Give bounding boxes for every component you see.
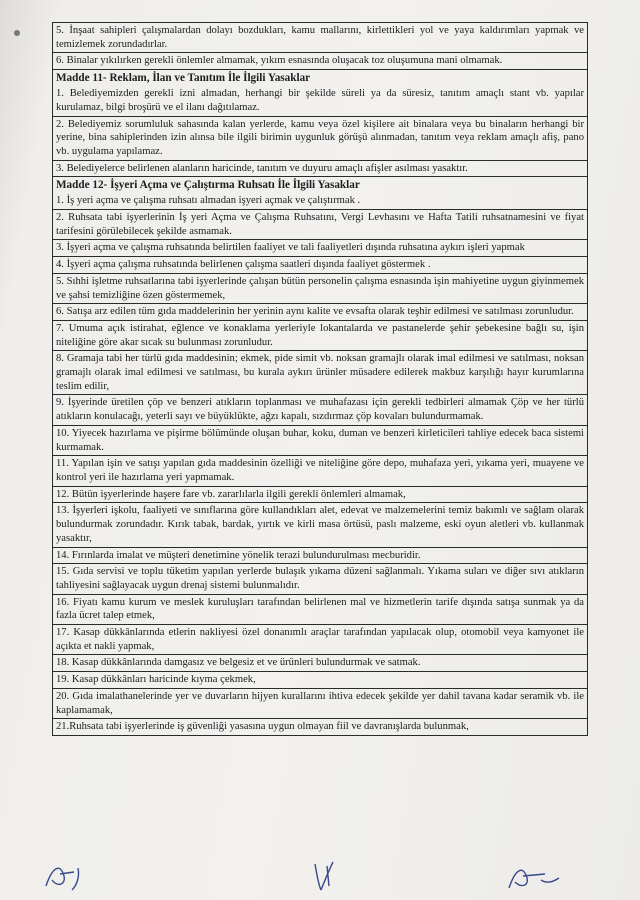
signature-left <box>40 858 100 894</box>
regulation-item: 12. Bütün işyerlerinde haşere fare vb. zararlılarla ilgili gerekli önlemleri almamak, <box>53 487 587 504</box>
regulation-item: 18. Kasap dükkânlarında damgasız ve belgesiz et ve ürünleri bulundurmak ve satmak. <box>53 655 587 672</box>
regulation-item: 16. Fiyatı kamu kurum ve meslek kuruluşları tarafından belirlenen mal ve hizmetlerin tarife dışında satışa sunmak ya da fazla ücret talep etmek, <box>53 595 587 625</box>
regulation-item: 2. Ruhsata tabi işyerlerinin İş yeri Açma ve Çalışma Ruhsatını, Vergi Levhasını ve Hafta Tatili ruhsatnamesini ve fiyat tarifesini görülebilecek şekilde asmamak. <box>53 210 587 240</box>
regulation-item: 3. İşyeri açma ve çalışma ruhsatında belirtilen faaliyet ve tali faaliyetleri dışında ruhsatına aykırı işleri yapmak <box>53 240 587 257</box>
regulation-item: 7. Umuma açık istirahat, eğlence ve konaklama yerleriyle lokantalarda ve pastanelerde şehir şebekesine bağlı su, işin niteliğine göre akar sıcak su bulunması zorunludur. <box>53 321 587 351</box>
regulation-item: 15. Gıda servisi ve toplu tüketim yapılan yerlerde bulaşık yıkama düzeni sağlanmalı. Yıkama suları ve diğer sıvı atıkların tahliyesini sağlayacak uygun drenaj sistemi bulunmalıdır. <box>53 564 587 594</box>
binder-hole-mark <box>14 30 20 36</box>
article-heading: Madde 11- Reklam, İlan ve Tanıtım İle İlgili Yasaklar <box>56 72 311 85</box>
regulation-item: 17. Kasap dükkânlarında etlerin nakliyesi özel donanımlı araçlar tarafından yapılacak olup, otomobil veya kamyonet ile açıkta et nakli yapmak, <box>53 625 587 655</box>
regulation-item: 1. İş yeri açma ve çalışma ruhsatı almadan işyeri açmak ve çalıştırmak . <box>53 193 587 210</box>
regulation-item: 21.Ruhsata tabi işyerlerinde iş güvenliği yasasına uygun olmayan fiil ve davranışlarda bulunmak, <box>53 719 587 736</box>
regulation-item: 2. Belediyemiz sorumluluk sahasında kalan yerlerde, kamu veya özel kişilere ait binalara veya bu binaların herhangi bir yerine, bina sahiplerinden izin alınsa bile ilgili birimin uygunluk görüşü alınmadan, tanıtım veya reklam amaçlı afiş, pano vb. uygulama yapılamaz. <box>53 117 587 161</box>
regulation-item: 11. Yapılan işin ve satışı yapılan gıda maddesinin özelliği ve niteliğine göre depo, muhafaza yeri, yıkama yeri, muayene ve kontrol yeri ile hazırlama yeri yapmamak. <box>53 456 587 486</box>
regulation-item: 10. Yiyecek hazırlama ve pişirme bölümünde oluşan buhar, koku, duman ve benzeri kirleticileri tahliye edecek baca sistemi kurmamak. <box>53 426 587 456</box>
signature-center <box>305 856 345 896</box>
regulation-item: 19. Kasap dükkânları haricinde kıyma çekmek, <box>53 672 587 689</box>
regulation-item: 9. İşyerinde üretilen çöp ve benzeri atıkların toplanması ve muhafazası için gerekli tedbirleri almamak Çöp ve her türlü atıkların konulacağı, yeterli sayı ve büyüklükte, ağzı kapalı, sızdırmaz çöp kovaları bulundurmamak. <box>53 395 587 425</box>
signature-right <box>505 858 565 894</box>
article-heading: Madde 12- İşyeri Açma ve Çalıştırma Ruhsatı İle İlgili Yasaklar <box>56 179 360 192</box>
regulation-item: 6. Binalar yıkılırken gerekli önlemler almamak, yıkım esnasında oluşacak toz oluşumuna mani olmamak. <box>53 53 587 70</box>
regulation-item: 8. Gramaja tabi her türlü gıda maddesinin; ekmek, pide simit vb. noksan gramajlı olarak imal edilmesi ve satılması, noksan gramajlı olarak imal edilmesi ve satılması, bu kurala aykırı ürünler müsadere edilerek makbuz karşılığı hayır kurumlarına teslim edilir, <box>53 351 587 395</box>
regulation-item: 13. İşyerleri işkolu, faaliyeti ve sınıflarına göre kullandıkları alet, edevat ve malzemelerini temiz bakımlı ve sağlam olarak bulundurmak zorundadır. Kırık tabak, bardak, yırtık ve kirli masa örtüsü, paslı malzeme, eski oyun aletleri vb. kullanmak yasaktır, <box>53 503 587 547</box>
regulation-item: 6. Satışa arz edilen tüm gıda maddelerinin her yerinin aynı kalite ve evsafta olarak teşhir edilmesi ve satılması zorunludur. <box>53 304 587 321</box>
regulation-item: 20. Gıda imalathanelerinde yer ve duvarların hijyen kurallarını ihtiva edecek şekilde yer dahil tavana kadar seramik vb. ile kaplamamak, <box>53 689 587 719</box>
regulation-item: 5. Sıhhi işletme ruhsatlarına tabi işyerlerinde çalışan bütün personelin çalışma esnasında işin mahiyetine uygun giyinmemek ve şahsi temizliğine özen göstermemek, <box>53 274 587 304</box>
regulation-item: 5. İnşaat sahipleri çalışmalardan dolayı bozdukları, kamu mallarını, kirlettikleri yol ve yaya kaldırımları yapmak ve temizlemek zorundadırlar. <box>53 23 587 53</box>
regulation-item: 4. İşyeri açma çalışma ruhsatında belirlenen çalışma saatleri dışında faaliyet göstermek . <box>53 257 587 274</box>
regulation-item: 1. Belediyemizden gerekli izni almadan, herhangi bir şekilde süreli ya da süresiz, tanıtım amaçlı stant vb. yapılar kurulamaz, bilgi broşürü ve el ilanı dağıtılamaz. <box>53 86 587 116</box>
regulation-item: 3. Belediyelerce belirlenen alanların haricinde, tanıtım ve duyuru amaçlı afişler asılması yasaktır. <box>53 161 587 178</box>
regulation-table <box>52 22 588 736</box>
regulation-item: 14. Fırınlarda imalat ve müşteri denetimine yönelik terazi bulundurulması mecburidir. <box>53 548 587 565</box>
